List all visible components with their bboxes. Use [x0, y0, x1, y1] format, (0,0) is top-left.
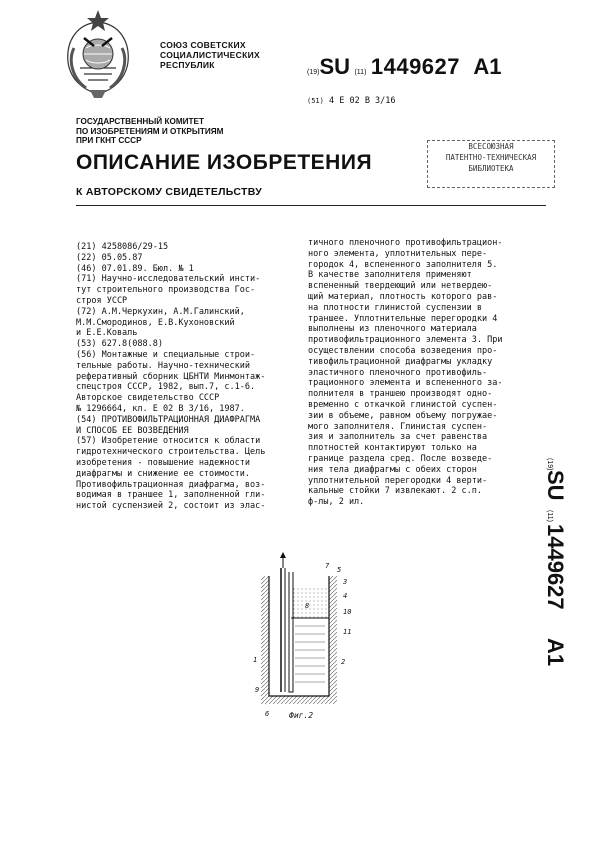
- biblio-line: (71) Научно-исследовательский инсти-: [76, 274, 261, 285]
- code-11: (11): [354, 69, 367, 76]
- country-code: SU: [319, 54, 351, 79]
- org-line: СОЮЗ СОВЕТСКИХ: [160, 40, 246, 50]
- committee-line: ГОСУДАРСТВЕННЫЙ КОМИТЕТ: [76, 117, 205, 126]
- label-9: 9: [255, 686, 260, 694]
- biblio-line: тут строительного производства Гос-: [76, 285, 256, 296]
- biblio-line: (56) Монтажные и специальные строи-: [76, 349, 256, 360]
- abstract-line: городок 4, вспененного заполнителя 5.: [308, 259, 498, 270]
- abstract-line: кальные стойки 7 извлекают. 2 с.п.: [308, 486, 482, 497]
- ipc-class: [307, 96, 396, 106]
- abstract-line: уплотнительной перегородки 4 верти-: [308, 475, 488, 486]
- abstract-line: эластичного пленочного противофиль-: [308, 367, 488, 378]
- biblio-line: И СПОСОБ ЕЕ ВОЗВЕДЕНИЯ: [76, 425, 189, 436]
- document-subtitle: К АВТОРСКОМУ СВИДЕТЕЛЬСТВУ: [76, 186, 263, 198]
- abstract-line: зия и заполнитель за счет равенства: [308, 432, 488, 443]
- foam-filler: [291, 588, 329, 618]
- abstract-line: тивофильтрационной диафрагмы укладку: [308, 356, 493, 367]
- abstract-continuation: [308, 238, 554, 508]
- label-3: 3: [343, 578, 348, 586]
- abstract-line: ного элемента, уплотнительных пере-: [308, 248, 488, 259]
- ground-hatch-right: [329, 576, 337, 696]
- label-7: 7: [325, 562, 330, 570]
- label-10: 10: [343, 608, 352, 616]
- committee-line: ПО ИЗОБРЕТЕНИЯМ И ОТКРЫТИЯМ: [76, 126, 224, 136]
- org-line: РЕСПУБЛИК: [160, 60, 215, 70]
- org-line: СОЦИАЛИСТИЧЕСКИХ: [160, 50, 260, 60]
- bibliographic-data: [76, 242, 304, 512]
- stamp-line: БИБЛИОТЕКА: [468, 164, 514, 173]
- biblio-line: (72) А.М.Черкухин, А.М.Галинский,: [76, 306, 245, 317]
- abstract-line: противофильтрационного элемента 3. При: [308, 335, 503, 346]
- patent-number: 1449627: [370, 54, 461, 79]
- state-emblem: [54, 8, 142, 102]
- abstract-line: выполнены из пленочного материала: [308, 324, 477, 335]
- label-8: 8: [305, 602, 310, 610]
- code-19: (19): [307, 69, 320, 76]
- label-1: 1: [253, 656, 258, 664]
- biblio-line: тельные работы. Научно-технический: [76, 360, 250, 371]
- side-code-11: (11): [546, 510, 553, 522]
- abstract-line: траншее. Уплотнительные перегородки 4: [308, 313, 498, 324]
- abstract-line: зии в объеме, равном объему погружае-: [308, 410, 498, 421]
- abstract-line: мого заполнителя. Глинистая суспен-: [308, 421, 488, 432]
- header-rule: [76, 205, 546, 206]
- stamp-line: ВСЕСОЮЗНАЯ: [468, 142, 514, 151]
- side-kind: A1: [543, 638, 568, 667]
- abstract-line: вспененный твердеющий или нетвердею-: [308, 281, 493, 292]
- label-6: 6: [265, 710, 270, 718]
- biblio-line: (54) ПРОТИВОФИЛЬТРАЦИОННАЯ ДИАФРАГМА: [76, 414, 261, 425]
- abstract-line: временно с откачкой глинистой суспен-: [308, 399, 498, 410]
- abstract-line: В качестве заполнителя применяют: [308, 270, 472, 281]
- publication-number: [307, 54, 501, 80]
- biblio-line: водимая в траншее 1, заполненной гли-: [76, 490, 266, 501]
- biblio-line: строя УССР: [76, 295, 128, 306]
- abstract-line: трационного элемента и вспененного за-: [308, 378, 503, 389]
- label-11: 11: [343, 628, 352, 636]
- biblio-line: изобретения - повышение надежности: [76, 457, 250, 468]
- side-country: SU: [543, 470, 568, 501]
- committee: [76, 117, 223, 146]
- biblio-line: (57) Изобретение относится к области: [76, 436, 261, 447]
- kind-code: A1: [473, 54, 502, 79]
- abstract-line: плотностей контактируют только на: [308, 443, 477, 454]
- biblio-line: (53) 627.8(088.8): [76, 339, 163, 350]
- abstract-line: на плотности глинистой суспензии в: [308, 302, 482, 313]
- figure-caption: Фиг.2: [289, 711, 314, 720]
- clay-slurry: [291, 618, 329, 694]
- ipc-prefix: 4: [328, 96, 335, 106]
- biblio-line: М.М.Смородинов, Е.В.Кухоновский: [76, 317, 235, 328]
- biblio-line: (21) 4258086/29-15: [76, 242, 169, 252]
- biblio-line: и Е.Е.Коваль: [76, 328, 138, 339]
- label-2: 2: [341, 658, 346, 666]
- abstract-line: щий материал, плотность которого рав-: [308, 291, 498, 302]
- biblio-line: нистой суспензией 2, состоит из элас-: [76, 501, 266, 512]
- side-number: 1449627: [543, 524, 568, 610]
- biblio-line: (46) 07.01.89. Бюл. № 1: [76, 263, 194, 274]
- document-title: ОПИСАНИЕ ИЗОБРЕТЕНИЯ: [76, 151, 373, 174]
- committee-line: ПРИ ГКНТ СССР: [76, 136, 142, 145]
- biblio-line: Противофильтрационная диафрагма, воз-: [76, 479, 266, 490]
- biblio-line: гидротехнического строительства. Цель: [76, 447, 266, 458]
- label-5: 5: [337, 566, 342, 574]
- library-stamp: [427, 140, 555, 188]
- abstract-line: границе раздела сред. После возведе-: [308, 453, 493, 464]
- ground-hatch-bottom: [261, 696, 337, 704]
- abstract-line: осуществлении способа возведения про-: [308, 345, 498, 356]
- side-patent-number: [538, 458, 580, 678]
- abstract-line: полнителя в траншею производят одно-: [308, 389, 493, 400]
- biblio-line: Авторское свидетельство СССР: [76, 393, 220, 404]
- stamp-line: ПАТЕНТНО-ТЕХНИЧЕСКАЯ: [445, 153, 537, 162]
- abstract-line: ния тела диафрагмы с обеих сторон: [308, 464, 477, 475]
- side-code-19: (19): [546, 458, 553, 471]
- code-51: (51): [307, 97, 324, 105]
- label-4: 4: [343, 592, 348, 600]
- biblio-line: спецстроя СССР, 1982, вып.7, с.1-6.: [76, 382, 256, 393]
- ground-hatch-left: [261, 576, 269, 696]
- biblio-line: диафрагмы и снижение ее стоимости.: [76, 468, 250, 479]
- arrow-up-icon: [280, 552, 286, 558]
- org-name: [160, 40, 260, 70]
- biblio-line: № 1296664, кл. Е 02 В 3/16, 1987.: [76, 403, 245, 414]
- abstract-line: тичного пленочного противофильтрацион-: [308, 238, 503, 248]
- biblio-line: (22) 05.05.87: [76, 252, 143, 263]
- biblio-line: реферативный сборник ЦБНТИ Минмонтаж-: [76, 371, 266, 382]
- ipc-value: E 02 В 3/16: [339, 96, 396, 106]
- abstract-line: ф-лы, 2 ил.: [308, 497, 365, 508]
- figure-2-drawing: [245, 552, 365, 728]
